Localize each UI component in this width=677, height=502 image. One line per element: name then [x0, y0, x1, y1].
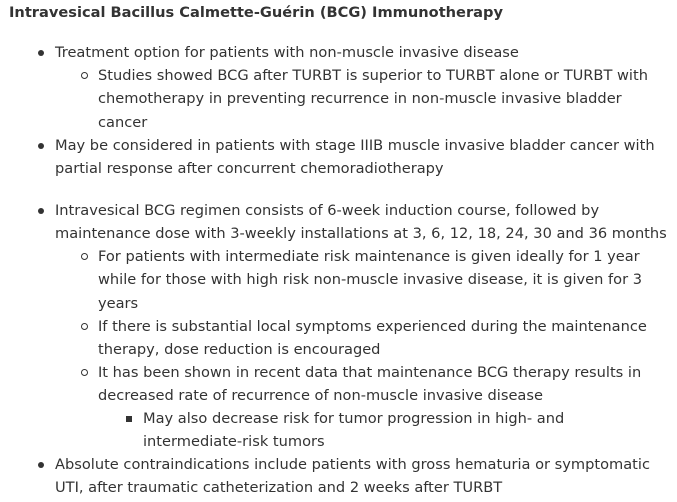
list-item-line: Studies showed BCG after TURBT is superior to TURBT alone or TURBT with: [98, 67, 648, 84]
list-item-line: UTI, after traumatic catheterization and 2 weeks after TURBT: [55, 479, 503, 497]
list-item-line: Intravesical BCG regimen consists of 6-week induction course, followed by: [55, 202, 600, 219]
list-item-text: [98, 315, 647, 362]
list-item-text: [55, 41, 519, 64]
list-item-text: [55, 453, 650, 500]
list-item-text: [98, 64, 648, 134]
list-item-line: May also decrease risk for tumor progression in high- and: [143, 410, 565, 427]
list-item-text: [143, 407, 564, 454]
list-item-line: decreased rate of recurrence of non-muscle invasive disease: [98, 387, 543, 405]
document-title: Intravesical Bacillus Calmette-Guérin (BCG) Immunotherapy: [9, 4, 503, 21]
list-item-text: [55, 199, 667, 246]
list-item-line: intermediate-risk tumors: [143, 433, 325, 451]
list-item-line: therapy, dose reduction is encouraged: [98, 341, 381, 359]
list-item-line: May be considered in patients with stage IIIB muscle invasive bladder cancer with: [55, 137, 655, 154]
list-item-line: It has been shown in recent data that maintenance BCG therapy results in: [98, 364, 642, 381]
list-item-line: chemotherapy in preventing recurrence in non-muscle invasive bladder: [98, 90, 622, 108]
list-item-text: [55, 134, 655, 181]
list-item-line: while for those with high risk non-muscle invasive disease, it is given for 3: [98, 271, 643, 289]
list-item-line: For patients with intermediate risk maintenance is given ideally for 1 year: [98, 248, 640, 265]
list-item-line: partial response after concurrent chemoradiotherapy: [55, 160, 444, 178]
list-item-line: If there is substantial local symptoms experienced during the maintenance: [98, 318, 647, 335]
list-item-text: [98, 245, 642, 315]
list-item-line: maintenance dose with 3-weekly installations at 3, 6, 12, 18, 24, 30 and 36 months: [55, 225, 667, 243]
list-item-line: cancer: [98, 113, 148, 131]
list-item-line: Absolute contraindications include patients with gross hematuria or symptomatic: [55, 456, 650, 473]
list-item-line: Treatment option for patients with non-muscle invasive disease: [55, 44, 519, 61]
list-item-text: [98, 361, 641, 408]
list-item-line: years: [98, 294, 139, 312]
